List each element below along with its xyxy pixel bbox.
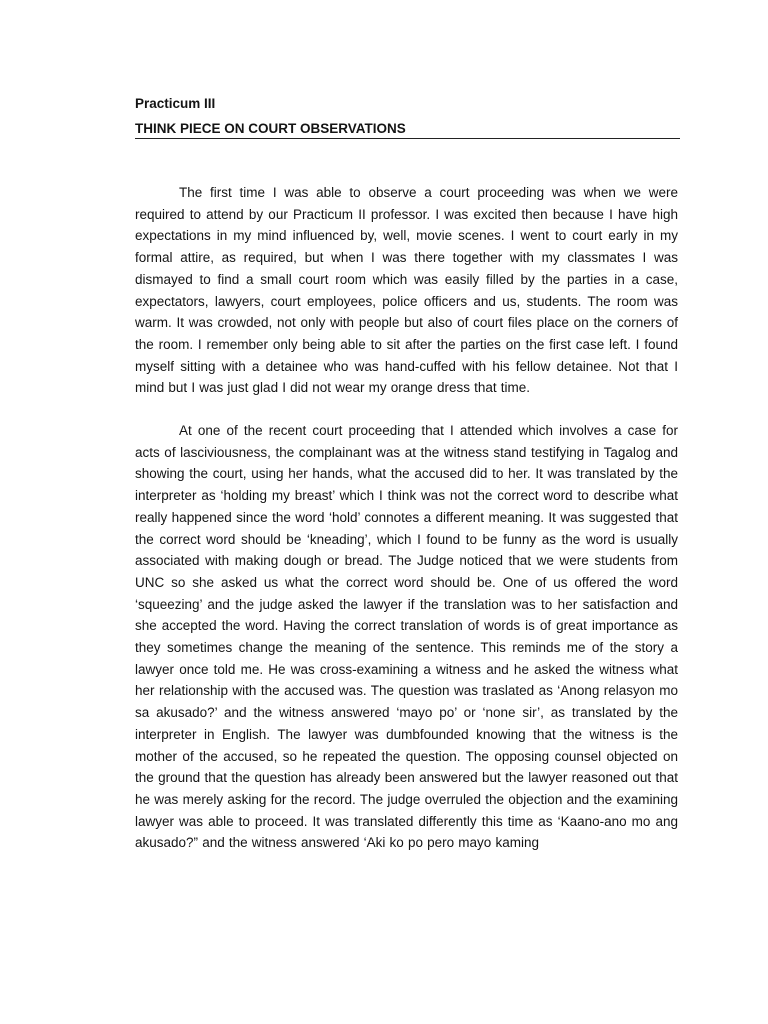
course-title: Practicum III <box>135 96 216 111</box>
header-divider <box>135 138 680 139</box>
paragraph-first-court-visit: The first time I was able to observe a court proceeding was when we were required to attend by our Practicum II professor. I was excited then because I have high expectations in my mind influenced by, well, movie scenes. I went to court early in my formal attire, as required, but when I was there together with my classmates I was dismayed to find a small court room which was easily filled by the parties in a case, expectators, lawyers, court employees, police officers and us, students. The room was warm. It was crowded, not only with people but also of court files place on the corners of the room. I remember only being able to sit after the parties on the first case left. I found myself sitting with a detainee who was hand-cuffed with his fellow detainee. Not that I mind but I was just glad I did not wear my orange dress that time. <box>135 185 678 396</box>
document-header <box>135 94 679 139</box>
document-body <box>135 182 678 854</box>
page-title: THINK PIECE ON COURT OBSERVATIONS <box>135 121 406 136</box>
paragraph-translation-story: At one of the recent court proceeding that I attended which involves a case for acts of lasciviousness, the complainant was at the witness stand testifying in Tagalog and showing the court, using her hands, what the accused did to her. It was translated by the interpreter as ‘holding my breast’ which I think was not the correct word to describe what really happened since the word ‘hold’ connotes a different meaning. It was suggested that the correct word should be ‘kneading’, which I found to be funny as the word is usually associated with making dough or bread. The Judge noticed that we were students from UNC so she asked us what the correct word should be. One of us offered the word ‘squeezing’ and the judge asked the lawyer if the translation was to her satisfaction and she accepted the word. Having the correct translation of words is of great importance as they sometimes change the meaning of the sentence. This reminds me of the story a lawyer once told me. He was cross-examining a witness and he asked the witness what her relationship with the accused was. The question was traslated as ‘Anong relasyon mo sa akusado?’ and the witness answered ‘mayo po’ or ‘none sir’, as translated by the interpreter in English. The lawyer was dumbfounded knowing that the witness is the mother of the accused, so he repeated the question. The opposing counsel objected on the ground that the question has already been answered but the lawyer reasoned out that he was merely asking for the record. The judge overruled the objection and the examining lawyer was able to proceed. It was translated differently this time as ‘Kaano-ano mo ang akusado?” and the witness answered ‘Aki ko po pero mayo kaming <box>135 423 678 851</box>
